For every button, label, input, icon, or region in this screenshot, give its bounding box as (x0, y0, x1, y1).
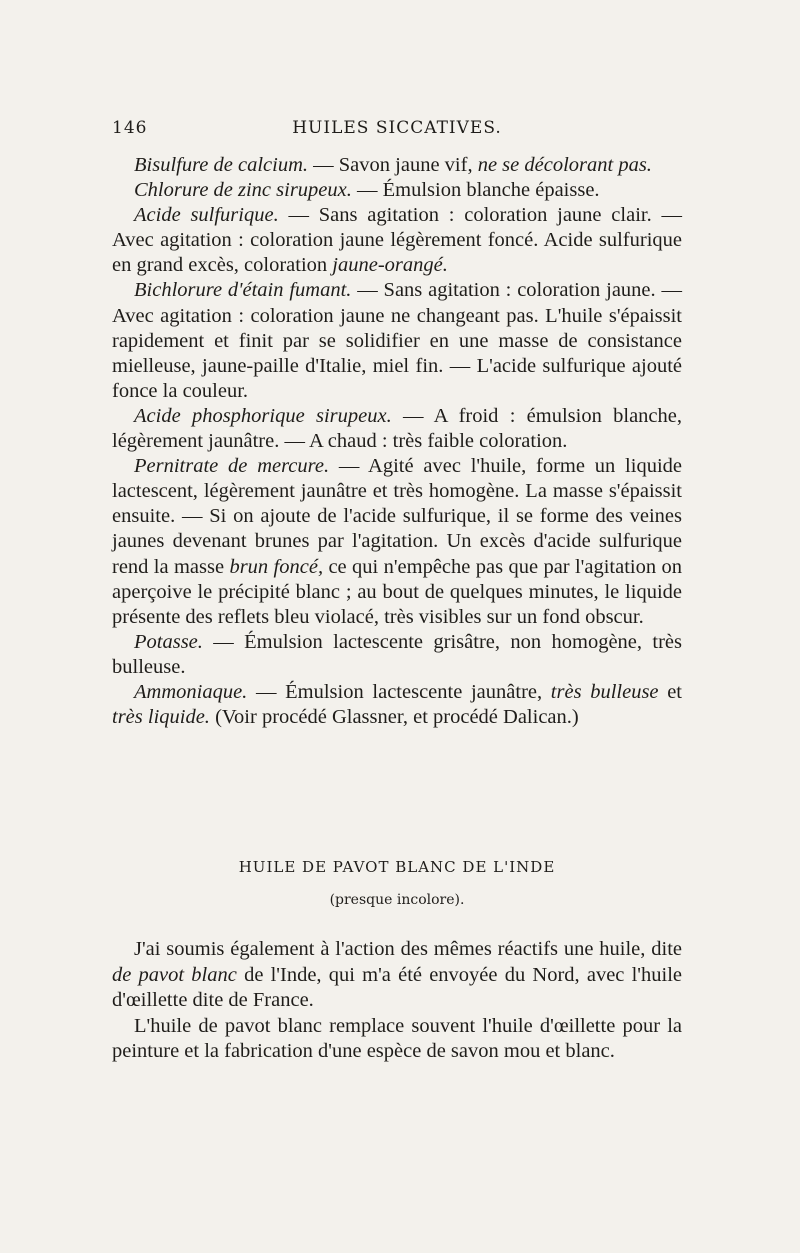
entry-acide-phosphorique: Acide phosphorique sirupeux. — A froid : émulsion blanche, légèrement jaunâtre. — A chaud : très faible coloration. (112, 404, 682, 453)
section-subheading: (presque incolore). (329, 892, 465, 908)
entry-chlorure-zinc: Chlorure de zinc sirupeux. — Émulsion blanche épaisse. (134, 179, 600, 202)
entry-potasse: Potasse. — Émulsion lactescente grisâtre, non homogène, très bulleuse. (112, 630, 682, 678)
paragraph: L'huile de pavot blanc remplace souvent l'huile d'œillette pour la peinture et la fabrication d'une espèce de savon mou et blanc. (112, 1014, 682, 1063)
reagent-name: Acide phosphorique sirupeux. (134, 404, 392, 427)
entry-acide-sulfurique: Acide sulfurique. — Sans agitation : coloration jaune clair. — Avec agitation : coloration jaune légèrement foncé. Acide sulfurique en grand excès, coloration jaune-orangé. (112, 204, 682, 277)
reagent-name: Chlorure de zinc sirupeux. (134, 179, 352, 202)
section-heading: HUILE DE PAVOT BLANC DE L'INDE (238, 858, 556, 876)
entry-ammoniaque: Ammoniaque. — Émulsion lactescente jaunâtre, très bulleuse et très liquide. (Voir procédé Glassner, et procédé Dalican.) (112, 680, 682, 729)
page-header (112, 118, 682, 144)
reagent-name: Pernitrate de mercure. (134, 455, 330, 478)
entry-pernitrate-mercure: Pernitrate de mercure. — Agité avec l'huile, forme un liquide lactescent, légèrement jaunâtre et très homogène. La masse s'épaissit ensuite. — Si on ajoute de l'acide sulfurique, il se forme des veines jaunes devenant brunes par l'agitation. Un excès d'acide sulfurique rend la masse brun foncé, ce qui n'empêche pas que par l'agitation on aperçoive le précipité blanc ; au bout de quelques minutes, le liquide présente des reflets bleu violacé, très visibles sur un fond obscur. (112, 455, 682, 628)
reagent-list (112, 153, 682, 730)
reagent-name: Potasse. (134, 630, 203, 653)
reagent-name: Ammoniaque. (134, 680, 248, 703)
page-number: 146 (112, 118, 148, 138)
reagent-name: Acide sulfurique. (134, 204, 279, 227)
entry-bichlorure-etain: Bichlorure d'étain fumant. — Sans agitation : coloration jaune. — Avec agitation : coloration jaune ne changeant pas. L'huile s'épaissit rapidement et finit par se solidifier en une masse de consistance mielleuse, jaune-paille d'Italie, miel fin. — L'acide sulfurique ajouté fonce la couleur. (112, 279, 682, 402)
paragraph: J'ai soumis également à l'action des mêmes réactifs une huile, dite de pavot blanc de l'Inde, qui m'a été envoyée du Nord, avec l'huile d'œillette dite de France. (112, 938, 682, 1012)
entry-bisulfure: Bisulfure de calcium. — Savon jaune vif, ne se décolorant pas. (134, 154, 652, 176)
reagent-name: Bisulfure de calcium. (134, 154, 309, 176)
reagent-name: Bichlorure d'étain fumant. (134, 279, 352, 302)
running-title: HUILES SICCATIVES. (292, 118, 502, 138)
section-body (112, 937, 682, 1065)
